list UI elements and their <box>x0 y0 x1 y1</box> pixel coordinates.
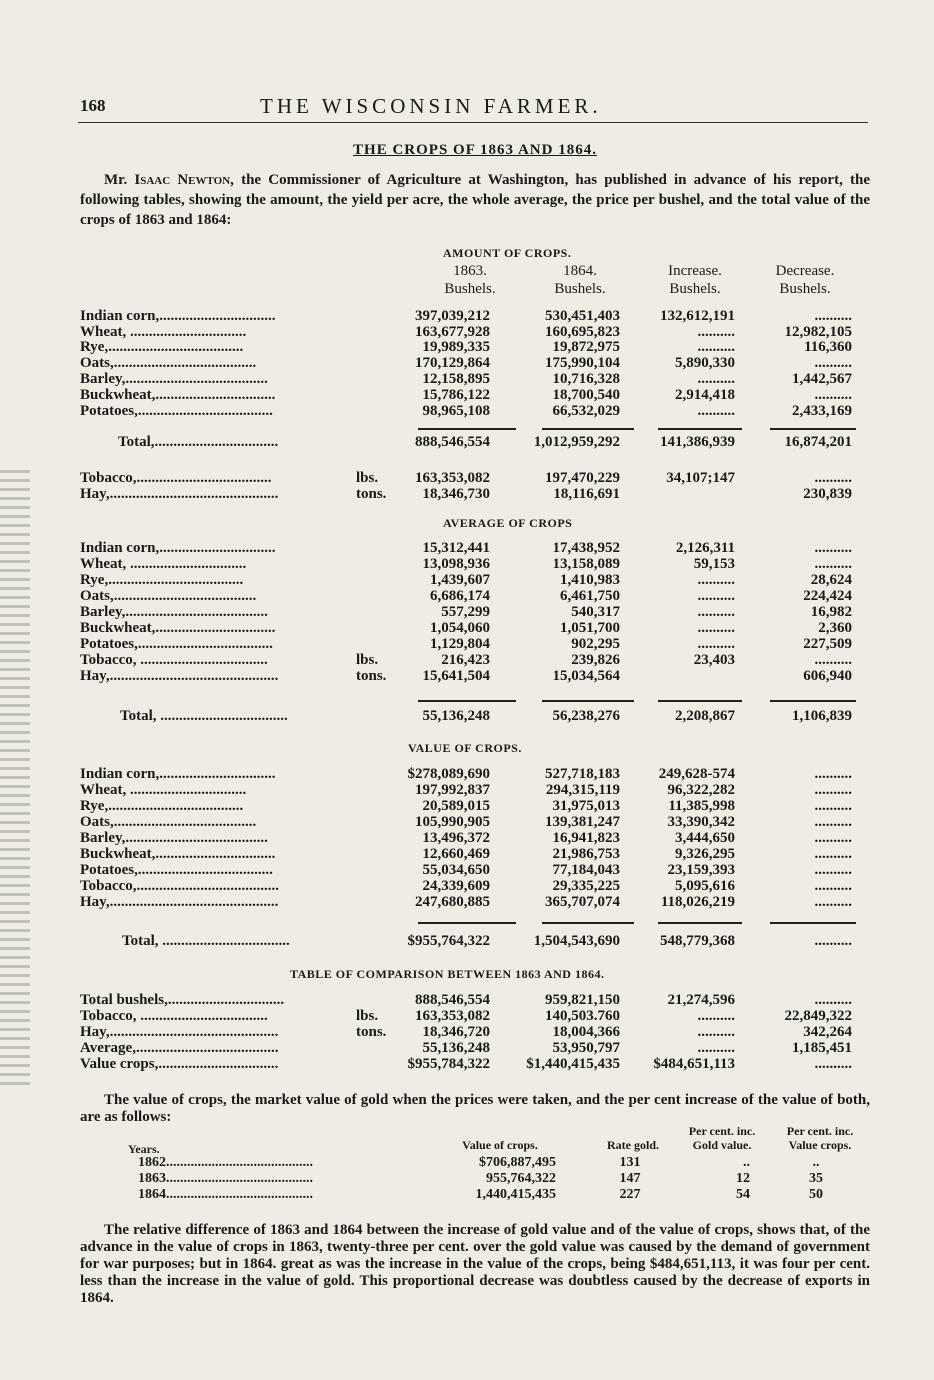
total-increase: 141,386,939 <box>660 434 735 450</box>
value-decrease: .......... <box>814 308 852 324</box>
col-unit: Bushels. <box>779 281 831 297</box>
table-row <box>80 1024 870 1040</box>
value-increase: 23,159,393 <box>667 862 735 878</box>
value-1863: 55,136,248 <box>422 1040 490 1056</box>
col-year: Decrease. <box>775 263 835 279</box>
value-decrease: .......... <box>814 652 852 668</box>
table-row <box>80 308 870 324</box>
table-row <box>80 636 870 652</box>
value-decrease: .......... <box>814 814 852 830</box>
value-decrease: 224,424 <box>803 588 852 604</box>
value-heading: VALUE OF CROPS. <box>408 741 522 755</box>
value-1864: 527,718,183 <box>545 766 620 782</box>
value-1863: 12,660,469 <box>422 846 490 862</box>
value-1864: 10,716,328 <box>552 371 620 387</box>
row-label: Hay,............................................. <box>80 894 279 910</box>
row-label: Indian corn,............................... <box>80 766 276 782</box>
value-decrease: .......... <box>814 878 852 894</box>
value-increase: 118,026,219 <box>660 894 735 910</box>
value-1864: 1,051,700 <box>560 620 620 636</box>
value-1864: 18,700,540 <box>552 387 620 403</box>
header-rule <box>78 122 868 123</box>
gold-year: 1863.......................................... <box>138 1171 313 1186</box>
value-increase: .......... <box>697 403 735 419</box>
gold-pct-gold: 12 <box>736 1171 750 1186</box>
table-row <box>80 339 870 355</box>
row-label: Tobacco, .................................. <box>80 652 268 668</box>
value-increase: 2,126,311 <box>675 540 735 556</box>
value-1863: 170,129,864 <box>415 355 490 371</box>
article-title: THE CROPS OF 1863 AND 1864. <box>353 142 597 158</box>
value-1864: 13,158,089 <box>552 556 620 572</box>
table-row <box>80 556 870 572</box>
intro-text: , the Commissioner of Agriculture at Washington, has published in advance of his report, the following tables, showing the amount, the yield per acre, the whole average, the price per bushel, and the total value of the crops of 1863 and 1864: <box>80 172 871 228</box>
value-decrease: .......... <box>814 846 852 862</box>
col-year: 1863. <box>453 263 487 279</box>
value-1863: 247,680,885 <box>415 894 490 910</box>
value-decrease: 2,360 <box>818 620 852 636</box>
row-label: Indian corn,............................... <box>80 308 276 324</box>
table-row <box>80 324 870 340</box>
value-decrease: .......... <box>814 862 852 878</box>
gold-paragraph: The value of crops, the market value of gold when the prices were taken, and the per cent increase of the value of both, are as follows: <box>80 1092 870 1125</box>
table-row <box>80 1040 870 1056</box>
value-1863: 18,346,720 <box>422 1024 490 1040</box>
total-rule <box>658 922 742 924</box>
value-1863: 98,965,108 <box>422 403 490 419</box>
row-label: Buckwheat,................................ <box>80 620 276 636</box>
value-1864: 77,184,043 <box>552 862 620 878</box>
row-label: Oats,...................................... <box>80 588 257 604</box>
table-row <box>80 486 870 502</box>
value-1864: 294,315,119 <box>545 782 620 798</box>
value-1863: 1,439,607 <box>430 572 490 588</box>
row-label: Indian corn,............................... <box>80 540 276 556</box>
gold-crop-value: 1,440,415,435 <box>475 1187 556 1202</box>
value-1864: 1,410,983 <box>560 572 620 588</box>
value-1864: 365,707,074 <box>545 894 620 910</box>
value-1864: 959,821,150 <box>545 992 620 1008</box>
value-increase: .......... <box>697 1040 735 1056</box>
value-1864: 66,532,029 <box>552 403 620 419</box>
total-rule <box>418 428 516 430</box>
total-increase: 2,208,867 <box>675 708 735 724</box>
row-label: Barley,...................................... <box>80 604 268 620</box>
gold-crop-value: $706,887,495 <box>479 1155 556 1170</box>
value-increase: 34,107;147 <box>666 470 735 486</box>
col-unit: Bushels. <box>554 281 606 297</box>
value-increase: 3,444,650 <box>675 830 735 846</box>
value-decrease: .......... <box>814 387 852 403</box>
value-increase: 33,390,342 <box>667 814 735 830</box>
value-increase: 5,890,330 <box>675 355 735 371</box>
row-label: Oats,...................................... <box>80 814 257 830</box>
table-row <box>80 387 870 403</box>
value-decrease: .......... <box>814 766 852 782</box>
row-label: Oats,...................................... <box>80 355 257 371</box>
row-label: Average,...................................... <box>80 1040 279 1056</box>
value-1863: 20,589,015 <box>422 798 490 814</box>
row-label: Barley,...................................... <box>80 830 268 846</box>
total-rule <box>418 922 516 924</box>
total-row <box>80 708 870 724</box>
total-rule <box>770 922 856 924</box>
value-1863: 15,312,441 <box>422 540 490 556</box>
row-unit: lbs. <box>356 1008 379 1024</box>
table-row <box>80 572 870 588</box>
value-decrease: 12,982,105 <box>784 324 852 340</box>
table-row <box>80 878 870 894</box>
gold-header-value: Value of crops. <box>462 1138 538 1152</box>
table-row <box>80 371 870 387</box>
total-rule <box>770 700 856 702</box>
value-decrease: 342,264 <box>803 1024 852 1040</box>
row-unit: tons. <box>356 1024 387 1040</box>
table-row <box>80 992 870 1008</box>
value-decrease: .......... <box>814 798 852 814</box>
table-row <box>80 766 870 782</box>
value-decrease: 230,839 <box>803 486 852 502</box>
value-decrease: 1,442,567 <box>792 371 852 387</box>
value-1863: 6,686,174 <box>430 588 490 604</box>
value-1864: 530,451,403 <box>545 308 620 324</box>
value-1863: $278,089,690 <box>407 766 490 782</box>
value-decrease: .......... <box>814 782 852 798</box>
total-rule <box>542 428 634 430</box>
value-1864: 18,004,366 <box>552 1024 620 1040</box>
value-1864: 197,470,229 <box>545 470 620 486</box>
total-decrease: 16,874,201 <box>784 434 852 450</box>
value-increase: .......... <box>697 371 735 387</box>
gold-year: 1862.......................................... <box>138 1155 313 1170</box>
table-row <box>80 355 870 371</box>
total-decrease: .......... <box>814 933 852 949</box>
intro-name: Isaac Newton <box>134 172 231 188</box>
table-row <box>80 782 870 798</box>
row-label: Wheat, ............................... <box>80 324 247 340</box>
value-1864: 29,335,225 <box>552 878 620 894</box>
gold-crop-value: 955,764,322 <box>486 1171 556 1186</box>
row-label: Rye,.................................... <box>80 572 244 588</box>
value-increase: 21,274,596 <box>667 992 735 1008</box>
value-increase: .......... <box>697 572 735 588</box>
col-unit: Bushels. <box>444 281 496 297</box>
amount-col-1863 <box>430 262 510 298</box>
total-label: Total, .................................. <box>120 708 288 724</box>
value-1864: 53,950,797 <box>552 1040 620 1056</box>
total-rule <box>658 428 742 430</box>
total-1864: 1,012,959,292 <box>533 434 620 450</box>
value-increase: 5,095,616 <box>675 878 735 894</box>
total-row <box>80 933 870 949</box>
total-rule <box>658 700 742 702</box>
col-year: Increase. <box>668 263 722 279</box>
gold-pct-crops: .. <box>812 1155 820 1170</box>
row-label: Hay,............................................. <box>80 668 279 684</box>
value-increase: .......... <box>697 1008 735 1024</box>
table-row <box>80 830 870 846</box>
table-row <box>80 470 870 486</box>
table-row <box>80 862 870 878</box>
value-1863: 55,034,650 <box>422 862 490 878</box>
amount-col-1864 <box>540 262 620 298</box>
row-label: Rye,.................................... <box>80 798 244 814</box>
value-increase: 132,612,191 <box>660 308 735 324</box>
row-unit: lbs. <box>356 470 379 486</box>
gold-header-line: Per cent. inc. <box>688 1124 756 1138</box>
value-1863: 397,039,212 <box>415 308 490 324</box>
value-increase: 96,322,282 <box>667 782 735 798</box>
row-label: Total bushels,............................... <box>80 992 285 1008</box>
comparison-heading: TABLE OF COMPARISON BETWEEN 1863 AND 1864. <box>290 967 605 981</box>
gold-pct-crops: 35 <box>809 1171 823 1186</box>
value-decrease: 227,509 <box>803 636 852 652</box>
page-number: 168 <box>80 96 106 115</box>
value-decrease: .......... <box>814 540 852 556</box>
binding-shadow <box>0 470 30 1090</box>
amount-col-increase <box>650 262 740 298</box>
value-1863: 197,992,837 <box>415 782 490 798</box>
table-row <box>80 604 870 620</box>
value-1864: 6,461,750 <box>560 588 620 604</box>
gold-rate: 227 <box>619 1187 641 1202</box>
row-label: Tobacco, .................................. <box>80 1008 268 1024</box>
value-decrease: .......... <box>814 1056 852 1072</box>
value-increase: .......... <box>697 636 735 652</box>
gold-year: 1864.......................................... <box>138 1187 313 1202</box>
gold-header-line: Per cent. inc. <box>786 1124 854 1138</box>
value-1864: 16,941,823 <box>552 830 620 846</box>
value-decrease: 2,433,169 <box>792 403 852 419</box>
gold-header-rate: Rate gold. <box>607 1138 659 1152</box>
row-label: Buckwheat,................................ <box>80 387 276 403</box>
value-decrease: .......... <box>814 992 852 1008</box>
total-1864: 56,238,276 <box>552 708 620 724</box>
total-1863: $955,764,322 <box>407 933 490 949</box>
value-increase: 59,153 <box>693 556 735 572</box>
table-row <box>80 652 870 668</box>
total-1864: 1,504,543,690 <box>533 933 620 949</box>
value-1863: 888,546,554 <box>415 992 490 1008</box>
amount-heading: AMOUNT OF CROPS. <box>443 246 572 260</box>
col-unit: Bushels. <box>669 281 721 297</box>
value-decrease: .......... <box>814 355 852 371</box>
value-1863: 163,353,082 <box>415 470 490 486</box>
value-increase: .......... <box>697 588 735 604</box>
value-1863: $955,784,322 <box>407 1056 490 1072</box>
value-decrease: 22,849,322 <box>784 1008 852 1024</box>
value-1864: 902,295 <box>571 636 620 652</box>
value-increase: 9,326,295 <box>675 846 735 862</box>
value-increase: .......... <box>697 604 735 620</box>
value-1864: 540,317 <box>571 604 620 620</box>
total-row <box>80 434 870 450</box>
value-increase: .......... <box>697 1024 735 1040</box>
total-1863: 888,546,554 <box>415 434 490 450</box>
value-1864: 239,826 <box>571 652 620 668</box>
value-1863: 15,786,122 <box>422 387 490 403</box>
value-increase: $484,651,113 <box>653 1056 735 1072</box>
value-increase: 23,403 <box>693 652 735 668</box>
value-1863: 13,496,372 <box>422 830 490 846</box>
row-label: Wheat, ............................... <box>80 556 247 572</box>
value-1863: 1,129,804 <box>430 636 490 652</box>
value-1864: 15,034,564 <box>552 668 620 684</box>
total-rule <box>418 700 516 702</box>
gold-pct-crops: 50 <box>809 1187 823 1202</box>
gold-rate: 131 <box>619 1155 641 1170</box>
table-row <box>80 846 870 862</box>
row-label: Value crops,................................ <box>80 1056 279 1072</box>
col-year: 1864. <box>563 263 597 279</box>
value-increase: 11,385,998 <box>668 798 735 814</box>
value-1863: 557,299 <box>441 604 490 620</box>
total-label: Total, .................................. <box>122 933 290 949</box>
value-increase: .......... <box>697 324 735 340</box>
gold-pct-gold: .. <box>743 1155 750 1170</box>
row-unit: lbs. <box>356 652 379 668</box>
table-row <box>80 1008 870 1024</box>
row-label: Tobacco,.................................... <box>80 470 272 486</box>
total-rule <box>542 922 634 924</box>
total-decrease: 1,106,839 <box>792 708 852 724</box>
row-label: Potatoes,.................................... <box>80 636 273 652</box>
table-row <box>80 894 870 910</box>
value-1863: 19,989,335 <box>422 339 490 355</box>
row-label: Hay,............................................. <box>80 486 279 502</box>
value-1864: 19,872,975 <box>552 339 620 355</box>
gold-header-gold-inc <box>674 1124 770 1152</box>
value-1864: $1,440,415,435 <box>526 1056 620 1072</box>
total-increase: 548,779,368 <box>660 933 735 949</box>
value-1863: 15,641,504 <box>422 668 490 684</box>
row-label: Hay,............................................. <box>80 1024 279 1040</box>
value-increase: 249,628-574 <box>658 766 735 782</box>
value-1863: 163,677,928 <box>415 324 490 340</box>
total-rule <box>770 428 856 430</box>
row-label: Wheat, ............................... <box>80 782 247 798</box>
value-1864: 140,503.760 <box>545 1008 620 1024</box>
value-decrease: 28,624 <box>810 572 852 588</box>
row-label: Potatoes,.................................... <box>80 862 273 878</box>
value-decrease: .......... <box>814 556 852 572</box>
value-decrease: .......... <box>814 894 852 910</box>
value-increase: .......... <box>697 339 735 355</box>
value-decrease: 606,940 <box>803 668 852 684</box>
average-heading: AVERAGE OF CROPS <box>443 516 573 530</box>
value-1863: 24,339,609 <box>422 878 490 894</box>
row-label: Tobacco,...................................... <box>80 878 280 894</box>
table-row <box>80 588 870 604</box>
row-label: Rye,.................................... <box>80 339 244 355</box>
value-decrease: 16,982 <box>810 604 852 620</box>
value-1863: 216,423 <box>441 652 490 668</box>
intro-salutation: Mr. <box>104 172 128 188</box>
table-row <box>80 1056 870 1072</box>
value-1863: 1,054,060 <box>430 620 490 636</box>
value-increase: .......... <box>697 620 735 636</box>
total-rule <box>542 700 634 702</box>
value-1863: 13,098,936 <box>422 556 490 572</box>
value-1863: 105,990,905 <box>415 814 490 830</box>
table-row <box>80 814 870 830</box>
table-row <box>80 620 870 636</box>
value-increase: 2,914,418 <box>675 387 735 403</box>
value-1864: 31,975,013 <box>552 798 620 814</box>
value-decrease: 1,185,451 <box>792 1040 852 1056</box>
value-decrease: .......... <box>814 470 852 486</box>
gold-pct-gold: 54 <box>736 1187 750 1202</box>
total-label: Total,................................. <box>118 434 279 450</box>
row-label: Potatoes,.................................... <box>80 403 273 419</box>
value-1864: 175,990,104 <box>545 355 620 371</box>
gold-rate: 147 <box>619 1171 641 1186</box>
value-1864: 139,381,247 <box>545 814 620 830</box>
gold-header-line: Gold value. <box>692 1138 752 1152</box>
value-1863: 18,346,730 <box>422 486 490 502</box>
table-row <box>80 668 870 684</box>
value-1863: 12,158,895 <box>422 371 490 387</box>
amount-col-decrease <box>760 262 850 298</box>
intro-paragraph <box>80 170 870 230</box>
total-1863: 55,136,248 <box>422 708 490 724</box>
row-label: Barley,...................................... <box>80 371 268 387</box>
table-row <box>80 798 870 814</box>
value-1864: 17,438,952 <box>552 540 620 556</box>
row-label: Buckwheat,................................ <box>80 846 276 862</box>
value-decrease: 116,360 <box>804 339 852 355</box>
table-row <box>80 403 870 419</box>
gold-header-years: Years. <box>128 1142 160 1156</box>
closing-paragraph: The relative difference of 1863 and 1864 between the increase of gold value and of the value of crops, shows that, of the advance in the value of crops in 1863, twenty-three per cent. over the gold value was caused by the demand of government for war purposes; but in 1864. great as was the increase in the value of the crops, being $484,651,113, it was four per cent. less than the increase in the value of gold. This proportional decrease was doubtless caused by the decrease of exports in 1864. <box>80 1222 870 1306</box>
value-1863: 163,353,082 <box>415 1008 490 1024</box>
row-unit: tons. <box>356 486 387 502</box>
gold-header-line: Value crops. <box>788 1138 852 1152</box>
value-1864: 18,116,691 <box>553 486 620 502</box>
value-decrease: .......... <box>814 830 852 846</box>
value-1864: 21,986,753 <box>552 846 620 862</box>
running-title: THE WISCONSIN FARMER. <box>260 94 602 118</box>
gold-header-crop-inc <box>772 1124 868 1152</box>
row-unit: tons. <box>356 668 387 684</box>
table-row <box>80 540 870 556</box>
value-1864: 160,695,823 <box>545 324 620 340</box>
